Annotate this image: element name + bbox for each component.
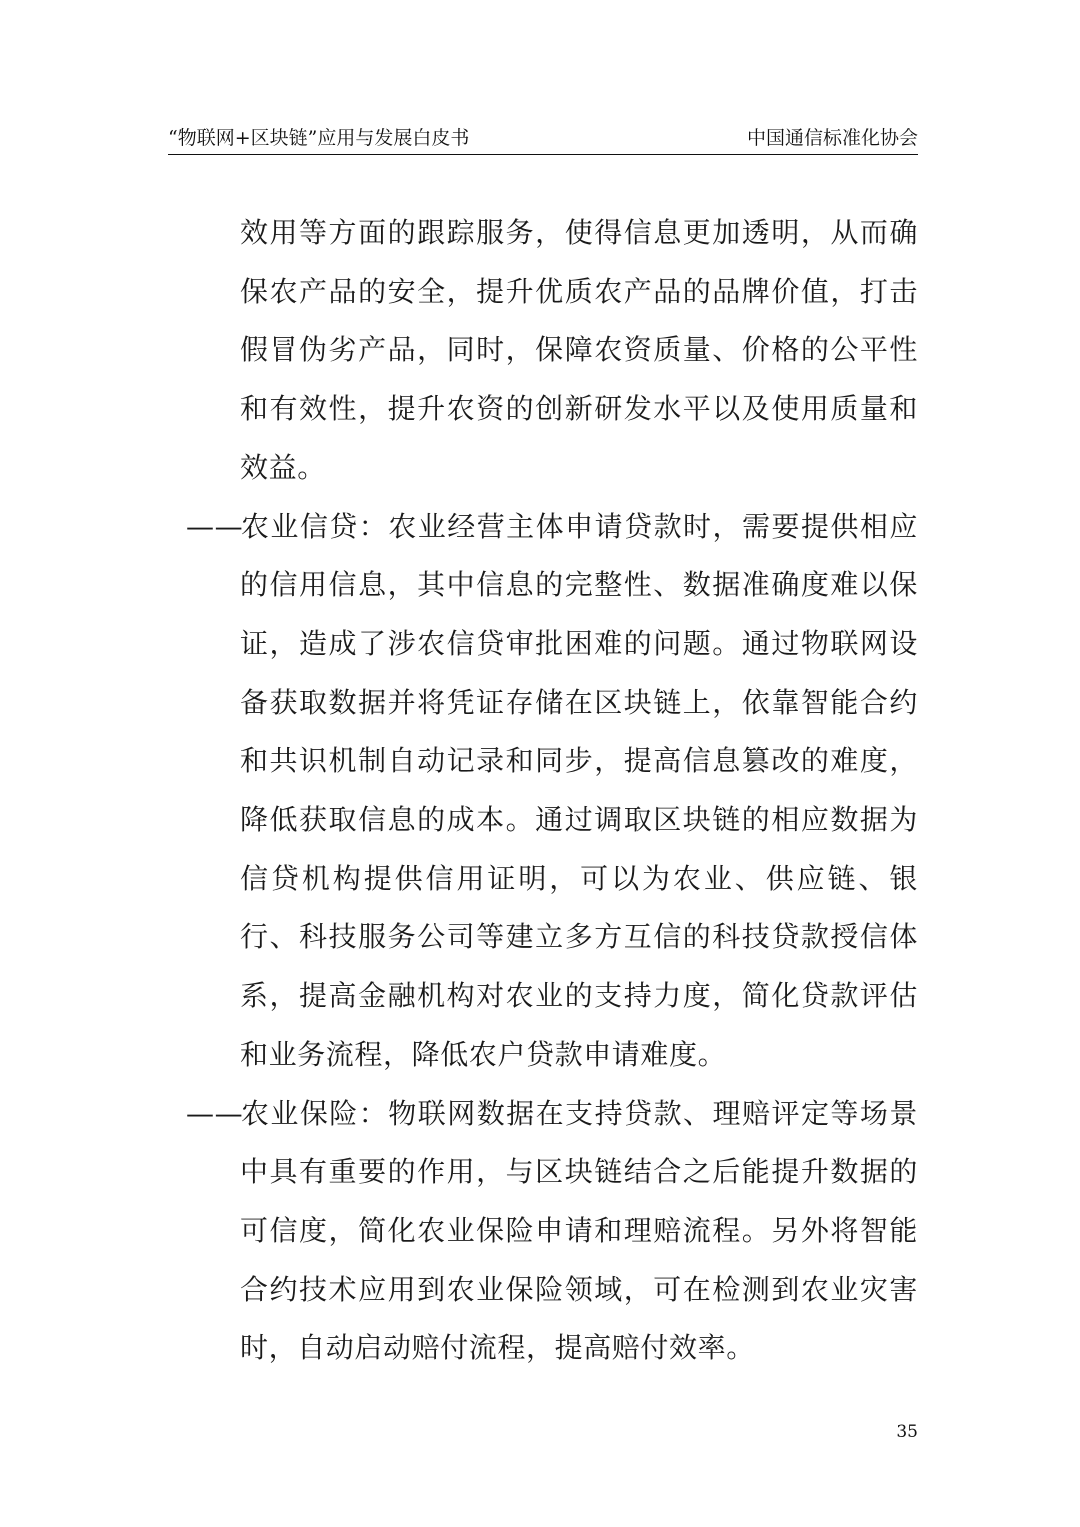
header-organization: 中国通信标准化协会 [746, 127, 918, 149]
body-text [186, 204, 918, 1378]
list-item-text: 农业保险：物联网数据在支持贷款、理赔评定等场景中具有重要的作用，与区块链结合之后能提升数据的可信度，简化农业保险申请和理赔流程。另外将智能合约技术应用到农业保险领域，可在检测到农业灾害时，自动启动赔付流程，提高赔付效率。 [240, 1096, 918, 1365]
header-divider [168, 154, 918, 155]
list-item-agricultural-insurance [186, 1085, 918, 1379]
list-item-agricultural-credit [186, 498, 918, 1085]
page-number: 35 [896, 1422, 918, 1442]
list-item-text: 农业信贷：农业经营主体申请贷款时，需要提供相应的信用信息，其中信息的完整性、数据准确度难以保证，造成了涉农信贷审批困难的问题。通过物联网设备获取数据并将凭证存储在区块链上，依靠智能合约和共识机制自动记录和同步，提高信息篡改的难度，降低获取信息的成本。通过调取区块链的相应数据为信贷机构提供信用证明，可以为农业、供应链、银行、科技服务公司等建立多方互信的科技贷款授信体系，提高金融机构对农业的支持力度，简化贷款评估和业务流程，降低农户贷款申请难度。 [240, 509, 918, 1071]
list-item-marker: —— [186, 1096, 244, 1130]
list-item-marker: —— [186, 509, 244, 543]
continuation-paragraph: 效用等方面的跟踪服务，使得信息更加透明，从而确保农产品的安全，提升优质农产品的品牌价值，打击假冒伪劣产品，同时，保障农资质量、价格的公平性和有效性，提升农资的创新研发水平以及使用质量和效益。 [240, 216, 918, 484]
header-title: “物联网+区块链”应用与发展白皮书 [168, 127, 470, 149]
running-header [168, 124, 918, 152]
